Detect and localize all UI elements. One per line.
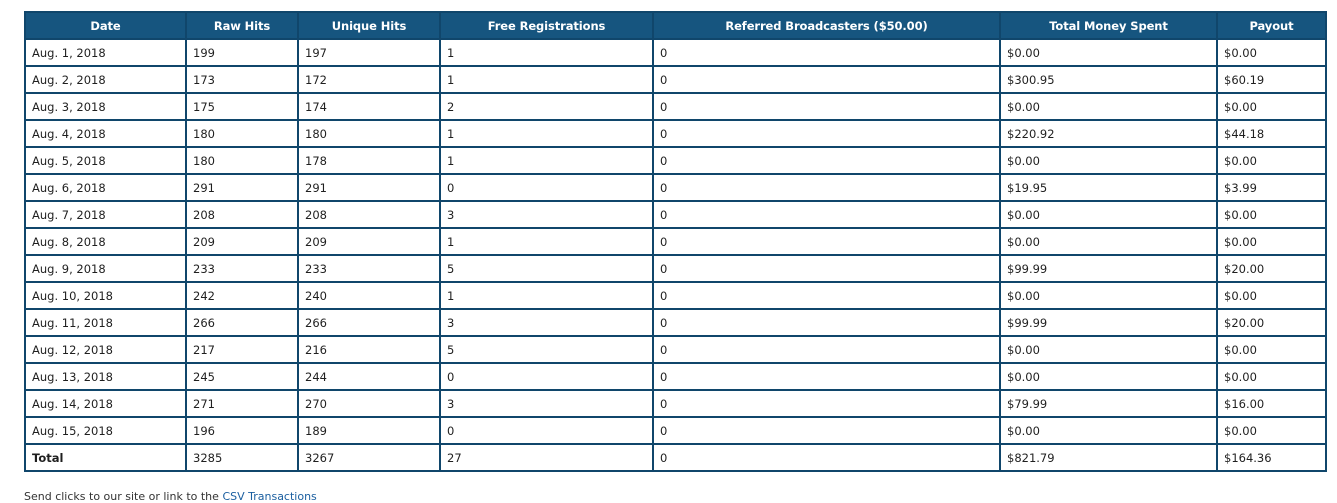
total-free-registrations: 27 [440,444,653,471]
cell-unique-hits: 240 [298,282,440,309]
cell-total-money-spent: $0.00 [1000,39,1217,66]
column-header-date: Date [25,12,186,39]
table-row [25,309,1326,336]
table-row [25,93,1326,120]
cell-referred-broadcasters: 0 [653,228,1000,255]
cell-referred-broadcasters: 0 [653,417,1000,444]
cell-raw-hits: 199 [186,39,298,66]
footer-text: Send clicks to our site or link to the [24,490,219,503]
cell-referred-broadcasters: 0 [653,309,1000,336]
cell-total-money-spent: $220.92 [1000,120,1217,147]
cell-raw-hits: 217 [186,336,298,363]
cell-date: Aug. 8, 2018 [25,228,186,255]
cell-total-money-spent: $79.99 [1000,390,1217,417]
cell-date: Aug. 10, 2018 [25,282,186,309]
cell-payout: $0.00 [1217,228,1326,255]
cell-payout: $0.00 [1217,39,1326,66]
cell-unique-hits: 180 [298,120,440,147]
cell-free-registrations: 3 [440,201,653,228]
cell-free-registrations: 0 [440,363,653,390]
cell-referred-broadcasters: 0 [653,390,1000,417]
table-row [25,228,1326,255]
table-row [25,336,1326,363]
column-header-total-money-spent: Total Money Spent [1000,12,1217,39]
cell-payout: $20.00 [1217,309,1326,336]
cell-date: Aug. 14, 2018 [25,390,186,417]
column-header-free-registrations: Free Registrations [440,12,653,39]
cell-raw-hits: 242 [186,282,298,309]
cell-unique-hits: 270 [298,390,440,417]
cell-referred-broadcasters: 0 [653,363,1000,390]
cell-free-registrations: 1 [440,39,653,66]
cell-referred-broadcasters: 0 [653,93,1000,120]
table-row [25,66,1326,93]
cell-date: Aug. 5, 2018 [25,147,186,174]
cell-total-money-spent: $0.00 [1000,363,1217,390]
cell-free-registrations: 0 [440,174,653,201]
cell-total-money-spent: $0.00 [1000,201,1217,228]
column-header-unique-hits: Unique Hits [298,12,440,39]
cell-total-money-spent: $0.00 [1000,93,1217,120]
cell-payout: $0.00 [1217,417,1326,444]
total-unique-hits: 3267 [298,444,440,471]
column-header-payout: Payout [1217,12,1326,39]
cell-unique-hits: 189 [298,417,440,444]
total-payout: $164.36 [1217,444,1326,471]
total-money-spent: $821.79 [1000,444,1217,471]
cell-free-registrations: 3 [440,309,653,336]
cell-total-money-spent: $0.00 [1000,336,1217,363]
cell-free-registrations: 5 [440,336,653,363]
cell-unique-hits: 208 [298,201,440,228]
cell-total-money-spent: $19.95 [1000,174,1217,201]
cell-total-money-spent: $0.00 [1000,417,1217,444]
cell-raw-hits: 175 [186,93,298,120]
cell-date: Aug. 9, 2018 [25,255,186,282]
cell-free-registrations: 3 [440,390,653,417]
cell-date: Aug. 15, 2018 [25,417,186,444]
cell-unique-hits: 266 [298,309,440,336]
csv-transactions-link[interactable]: CSV Transactions [222,490,317,503]
cell-payout: $0.00 [1217,93,1326,120]
table-row [25,174,1326,201]
cell-payout: $16.00 [1217,390,1326,417]
cell-referred-broadcasters: 0 [653,336,1000,363]
cell-total-money-spent: $0.00 [1000,147,1217,174]
cell-total-money-spent: $0.00 [1000,228,1217,255]
cell-payout: $60.19 [1217,66,1326,93]
cell-raw-hits: 209 [186,228,298,255]
cell-free-registrations: 1 [440,228,653,255]
cell-referred-broadcasters: 0 [653,174,1000,201]
table-row [25,390,1326,417]
cell-date: Aug. 4, 2018 [25,120,186,147]
cell-free-registrations: 1 [440,282,653,309]
table-header-row [25,12,1326,39]
cell-referred-broadcasters: 0 [653,201,1000,228]
cell-raw-hits: 180 [186,147,298,174]
table-row [25,417,1326,444]
cell-raw-hits: 271 [186,390,298,417]
cell-payout: $44.18 [1217,120,1326,147]
cell-raw-hits: 173 [186,66,298,93]
cell-payout: $0.00 [1217,147,1326,174]
cell-payout: $3.99 [1217,174,1326,201]
cell-raw-hits: 196 [186,417,298,444]
table-row [25,363,1326,390]
total-referred-broadcasters: 0 [653,444,1000,471]
cell-free-registrations: 5 [440,255,653,282]
cell-unique-hits: 178 [298,147,440,174]
cell-date: Aug. 2, 2018 [25,66,186,93]
cell-raw-hits: 245 [186,363,298,390]
cell-total-money-spent: $99.99 [1000,255,1217,282]
table-row [25,39,1326,66]
cell-total-money-spent: $300.95 [1000,66,1217,93]
cell-total-money-spent: $99.99 [1000,309,1217,336]
table-row [25,255,1326,282]
column-header-raw-hits: Raw Hits [186,12,298,39]
cell-referred-broadcasters: 0 [653,120,1000,147]
cell-referred-broadcasters: 0 [653,66,1000,93]
cell-referred-broadcasters: 0 [653,39,1000,66]
cell-date: Aug. 1, 2018 [25,39,186,66]
cell-unique-hits: 172 [298,66,440,93]
cell-raw-hits: 208 [186,201,298,228]
cell-date: Aug. 7, 2018 [25,201,186,228]
cell-raw-hits: 180 [186,120,298,147]
table-total-row [25,444,1326,471]
cell-date: Aug. 11, 2018 [25,309,186,336]
cell-referred-broadcasters: 0 [653,282,1000,309]
table-row [25,147,1326,174]
cell-payout: $0.00 [1217,282,1326,309]
cell-unique-hits: 174 [298,93,440,120]
cell-payout: $0.00 [1217,201,1326,228]
table-row [25,201,1326,228]
cell-date: Aug. 13, 2018 [25,363,186,390]
cell-unique-hits: 244 [298,363,440,390]
cell-unique-hits: 233 [298,255,440,282]
cell-payout: $0.00 [1217,336,1326,363]
cell-free-registrations: 1 [440,147,653,174]
cell-date: Aug. 12, 2018 [25,336,186,363]
cell-payout: $0.00 [1217,363,1326,390]
cell-free-registrations: 1 [440,120,653,147]
table-row [25,282,1326,309]
total-raw-hits: 3285 [186,444,298,471]
cell-unique-hits: 197 [298,39,440,66]
cell-raw-hits: 291 [186,174,298,201]
cell-payout: $20.00 [1217,255,1326,282]
stats-table-container [24,11,1325,472]
stats-table [24,11,1327,472]
cell-free-registrations: 2 [440,93,653,120]
cell-date: Aug. 3, 2018 [25,93,186,120]
cell-free-registrations: 1 [440,66,653,93]
cell-free-registrations: 0 [440,417,653,444]
table-body [25,39,1326,471]
cell-unique-hits: 216 [298,336,440,363]
cell-raw-hits: 233 [186,255,298,282]
total-label: Total [25,444,186,471]
cell-unique-hits: 291 [298,174,440,201]
cell-referred-broadcasters: 0 [653,255,1000,282]
cell-unique-hits: 209 [298,228,440,255]
cell-referred-broadcasters: 0 [653,147,1000,174]
table-row [25,120,1326,147]
column-header-referred-broadcasters: Referred Broadcasters ($50.00) [653,12,1000,39]
cell-raw-hits: 266 [186,309,298,336]
cell-total-money-spent: $0.00 [1000,282,1217,309]
cell-date: Aug. 6, 2018 [25,174,186,201]
